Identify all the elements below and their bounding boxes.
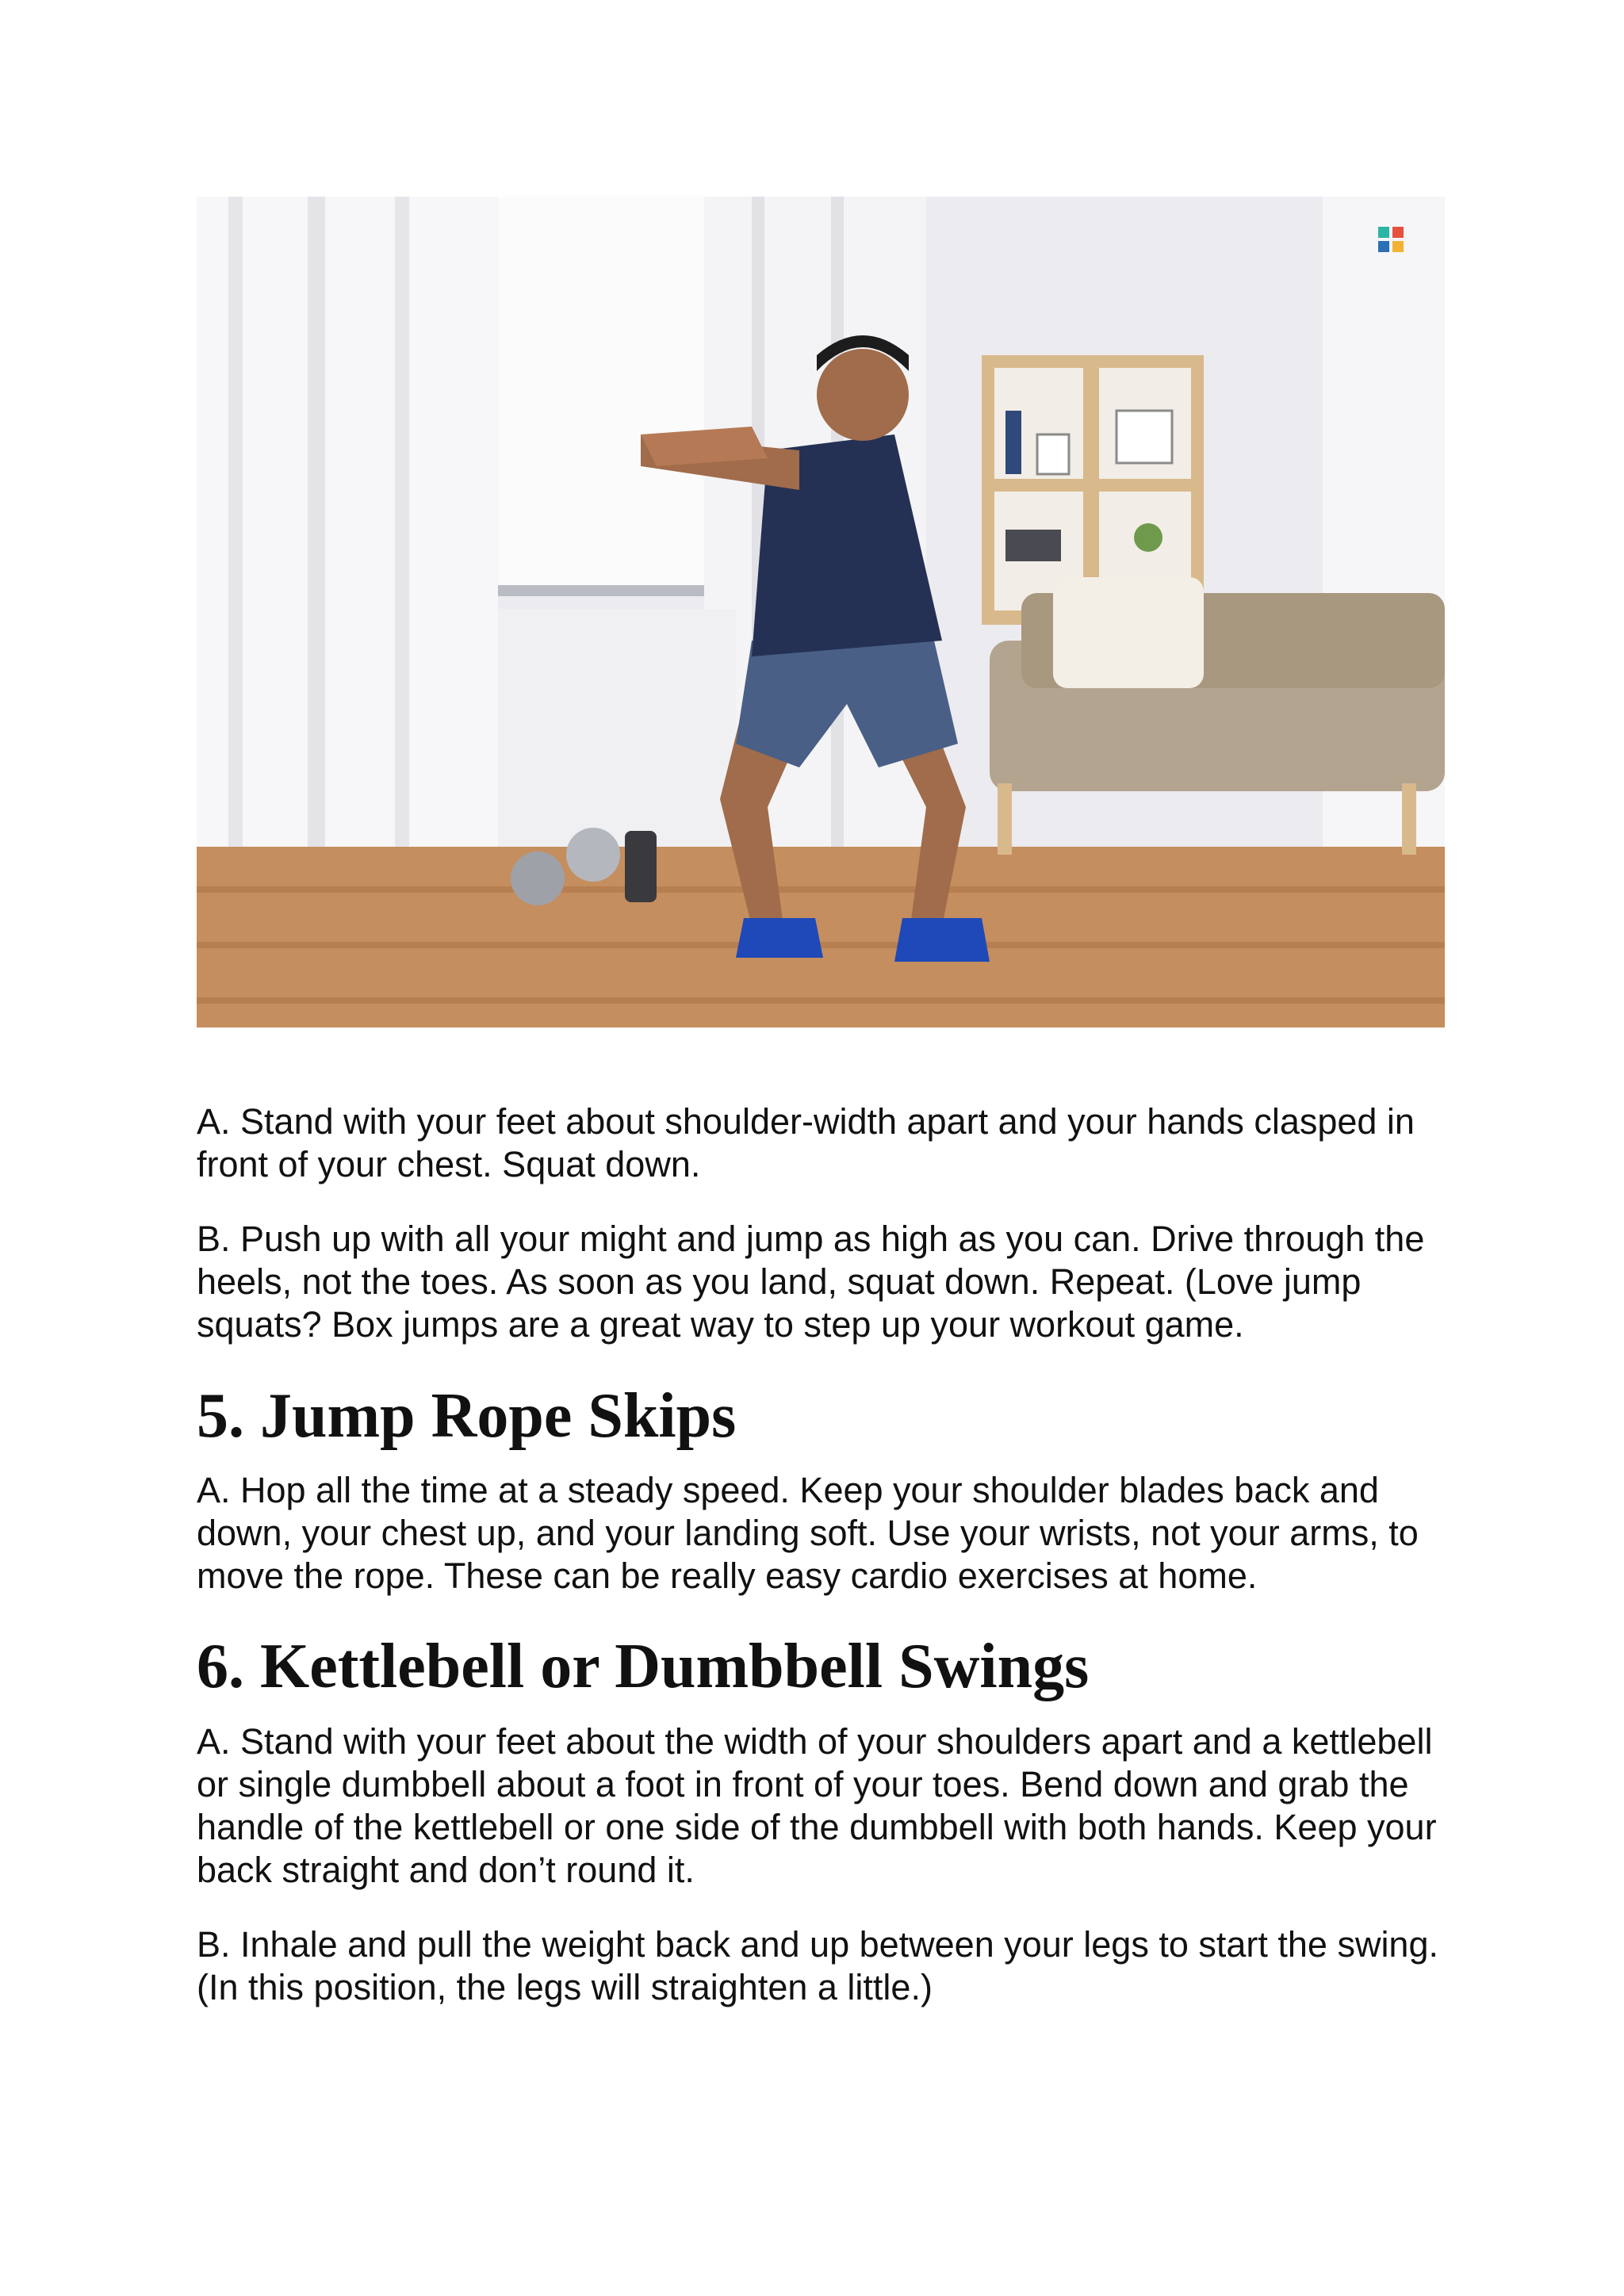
exercise-photo	[197, 197, 1445, 1027]
heading-kettlebell-swings: 6. Kettlebell or Dumbbell Swings	[197, 1632, 1090, 1701]
kettlebell-step-b: B. Inhale and pull the weight back and up between your legs to start the swing. (In this position, the legs will straighten a little.)	[197, 1924, 1438, 2007]
squat-step-a: A. Stand with your feet about shoulder-width apart and your hands clasped in front of your chest. Squat down.	[197, 1101, 1415, 1184]
heading-jump-rope-skips: 5. Jump Rope Skips	[197, 1381, 737, 1451]
kettlebell-step-a: A. Stand with your feet about the width of your shoulders apart and a kettlebell or single dumbbell about a foot in front of your toes. Bend down and grab the handle of the kettlebell or one side of the dumbbell with both hands. Keep your back straight and don’t round it.	[197, 1721, 1437, 1890]
squat-illustration	[197, 197, 1445, 1027]
squat-step-b: B. Push up with all your might and jump as high as you can. Drive through the heels, not the toes. As soon as you land, squat down. Repeat. (Love jump squats? Box jumps are a great way to step up your workout game.	[197, 1219, 1425, 1345]
jump-rope-step-a: A. Hop all the time at a steady speed. Keep your shoulder blades back and down, your chest up, and your landing soft. Use your wrists, not your arms, to move the rope. These can be really easy cardio exercises at home.	[197, 1470, 1419, 1596]
